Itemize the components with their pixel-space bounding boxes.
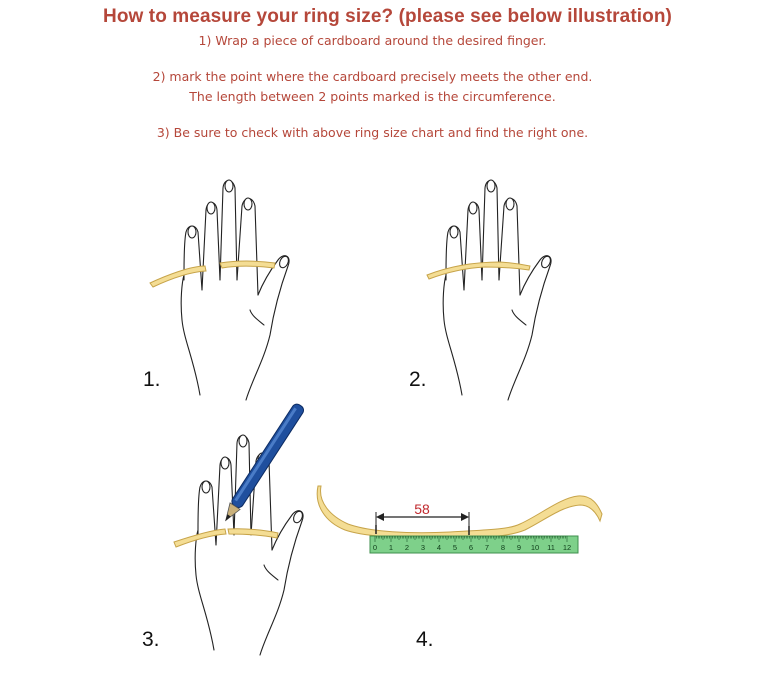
instruction-step-2-detail: The length between 2 points marked is the circumference. [189,89,556,104]
step-3-cardboard [174,529,226,547]
ruler-label: 10 [530,543,540,552]
ruler-label: 0 [372,543,378,552]
page-title: How to measure your ring size? (please see below illustration) [103,6,672,27]
step-2-number: 2. [409,368,427,391]
ruler-label: 2 [404,543,410,552]
ruler-label: 4 [436,543,442,552]
step-3-hand [195,435,304,655]
instruction-step-1: 1) Wrap a piece of cardboard around the desired finger. [198,33,547,48]
ruler-label: 9 [516,543,522,552]
ruler-label: 7 [484,543,490,552]
ruler-label: 11 [547,543,555,552]
ruler-label: 8 [500,543,506,552]
step-2-cardboard [427,262,530,279]
instruction-step-3: 3) Be sure to check with above ring size chart and find the right one. [156,125,589,140]
step-4-cardboard [317,486,602,537]
step-3-number: 3. [142,628,160,651]
pen-icon [220,402,305,524]
instruction-step-2: 2) mark the point where the cardboard precisely meets the other end. [152,69,593,84]
step-1-cardboard [150,266,206,287]
ruler-label: 6 [468,543,474,552]
ruler-label: 3 [420,543,426,552]
ruler-label: 12 [562,543,572,552]
step-4-number: 4. [416,628,434,651]
step-1-number: 1. [143,368,161,391]
step-2-hand [443,180,552,400]
step-1-hand [181,180,290,400]
measure-value: 58 [414,501,430,517]
ruler-label: 1 [388,543,394,552]
ruler-label: 5 [452,543,458,552]
